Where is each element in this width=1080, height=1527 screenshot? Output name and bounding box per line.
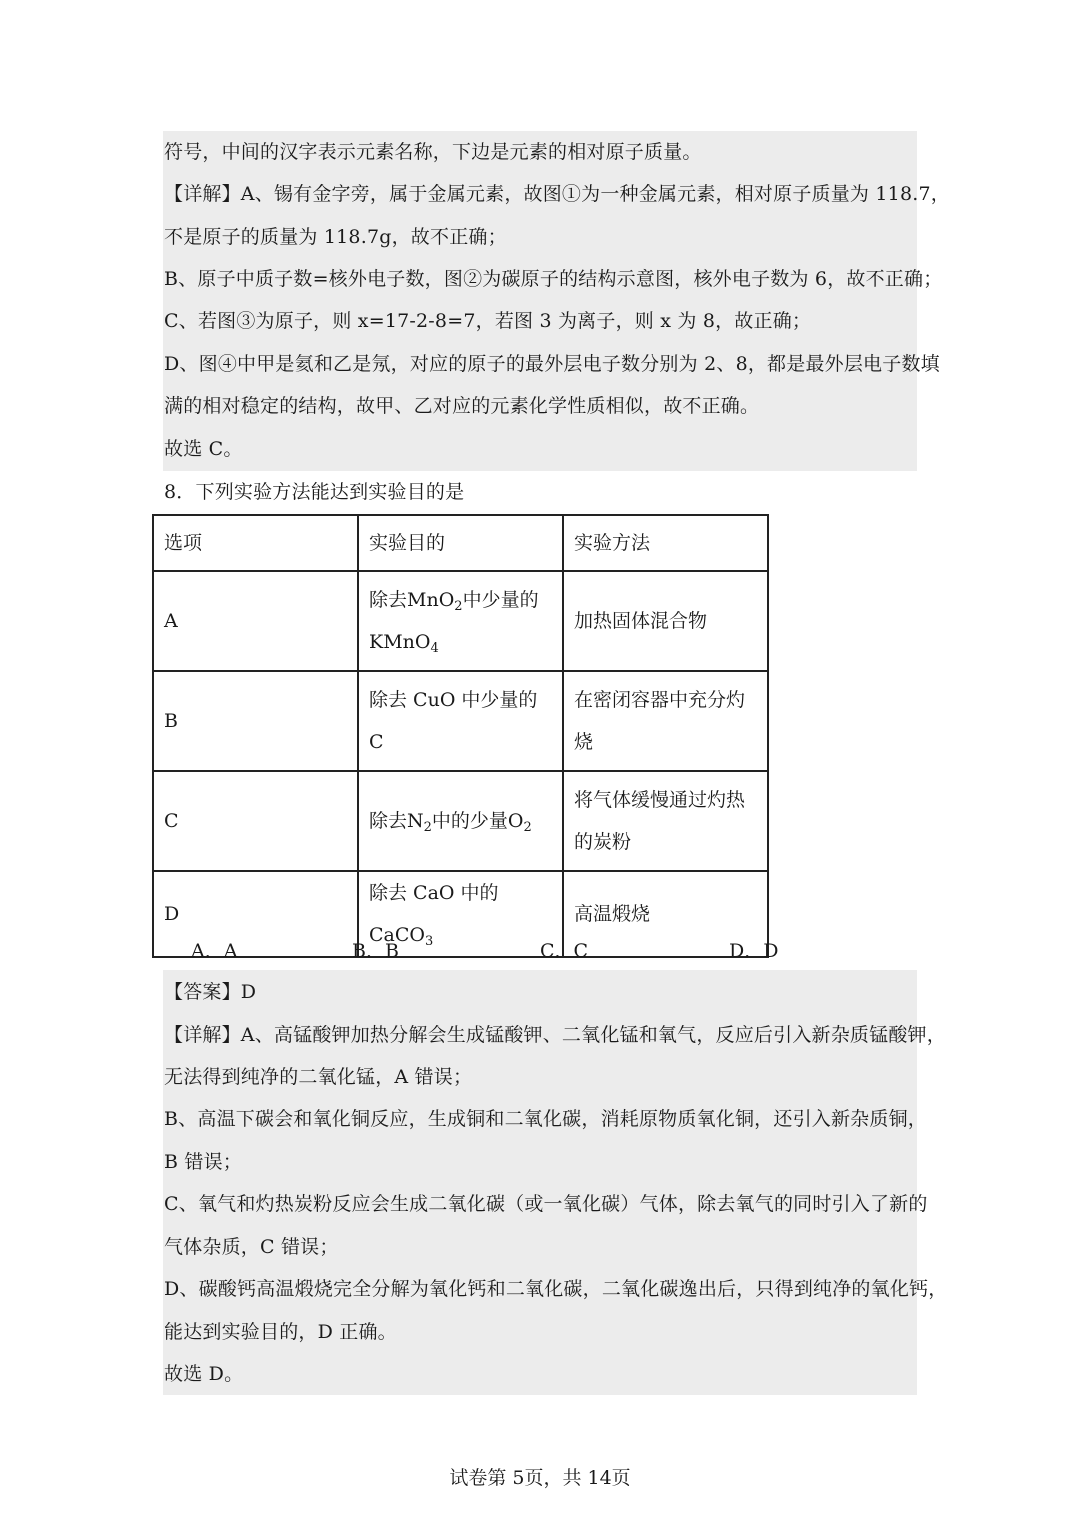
- table-row: [153, 771, 768, 871]
- answer-line: 故选 D。: [164, 1363, 244, 1385]
- explanation-line: D、图④中甲是氦和乙是氖，对应的原子的最外层电子数分别为 2、8，都是最外层电子数填: [164, 353, 940, 375]
- choice-a: A．A: [191, 940, 238, 962]
- explanation-line: 符号，中间的汉字表示元素名称，下边是元素的相对原子质量。: [164, 141, 702, 163]
- purpose-cell: 除去MnO$_2$中少量的 KMnO$_4$: [358, 571, 563, 671]
- answer-line: B 错误；: [164, 1151, 243, 1173]
- method-cell: 高温煅烧: [563, 871, 768, 957]
- choice-c: C．C: [540, 940, 589, 962]
- experiment-table: [152, 514, 769, 958]
- answer-line: 无法得到纯净的二氧化锰，A 错误；: [164, 1066, 473, 1088]
- answer-line: 能达到实验目的，D 正确。: [164, 1321, 397, 1343]
- answer-line: B、高温下碳会和氧化铜反应，生成铜和二氧化碳，消耗原物质氧化铜，还引入新杂质铜，: [164, 1108, 927, 1130]
- table-header-row: [153, 515, 768, 571]
- question-text: 8．下列实验方法能达到实验目的是: [164, 481, 465, 503]
- explanation-line: 不是原子的质量为 118.7g，故不正确；: [164, 226, 507, 248]
- explanation-line: C、若图③为原子，则 x=17-2-8=7，若图 3 为离子，则 x 为 8，故正确；: [164, 310, 812, 332]
- explanation-line: 故选 C。: [164, 438, 243, 460]
- table-row: [153, 571, 768, 671]
- header-method: 实验方法: [563, 515, 768, 571]
- choice-b: B．B: [352, 940, 399, 962]
- method-cell: 将气体缓慢通过灼热 的炭粉: [563, 771, 768, 871]
- option-cell: C: [153, 771, 358, 871]
- purpose-cell: 除去 CaO 中的CaCO$_3$: [358, 871, 563, 957]
- choice-d: D．D: [729, 940, 779, 962]
- purpose-cell: 除去 CuO 中少量的 C: [358, 671, 563, 771]
- answer-line: 【详解】A、高锰酸钾加热分解会生成锰酸钾、二氧化锰和氧气，反应后引入新杂质锰酸钾，: [164, 1024, 946, 1046]
- option-cell: D: [153, 871, 358, 957]
- explanation-line: B、原子中质子数=核外电子数，图②为碳原子的结构示意图，核外电子数为 6，故不正确；: [164, 268, 943, 290]
- header-option: 选项: [153, 515, 358, 571]
- table-row: [153, 671, 768, 771]
- option-cell: A: [153, 571, 358, 671]
- answer-line: D、碳酸钙高温煅烧完全分解为氧化钙和二氧化碳，二氧化碳逸出后，只得到纯净的氧化钙，: [164, 1278, 948, 1300]
- answer-line: C、氧气和灼热炭粉反应会生成二氧化碳（或一氧化碳）气体，除去氧气的同时引入了新的: [164, 1193, 928, 1215]
- explanation-line: 【详解】A、锡有金字旁，属于金属元素，故图①为一种金属元素，相对原子质量为 118.7，: [164, 183, 950, 205]
- table-row: [153, 871, 768, 957]
- purpose-cell: 除去$N_2$中的少量$O_2$: [358, 771, 563, 871]
- method-cell: 在密闭容器中充分灼 烧: [563, 671, 768, 771]
- explanation-line: 满的相对稳定的结构，故甲、乙对应的元素化学性质相似，故不正确。: [164, 395, 760, 417]
- method-cell: 加热固体混合物: [563, 571, 768, 671]
- answer-label: 【答案】D: [164, 981, 257, 1003]
- answer-line: 气体杂质，C 错误；: [164, 1236, 339, 1258]
- page-footer: 试卷第 5页，共 14页: [449, 1467, 631, 1489]
- header-purpose: 实验目的: [358, 515, 563, 571]
- option-cell: B: [153, 671, 358, 771]
